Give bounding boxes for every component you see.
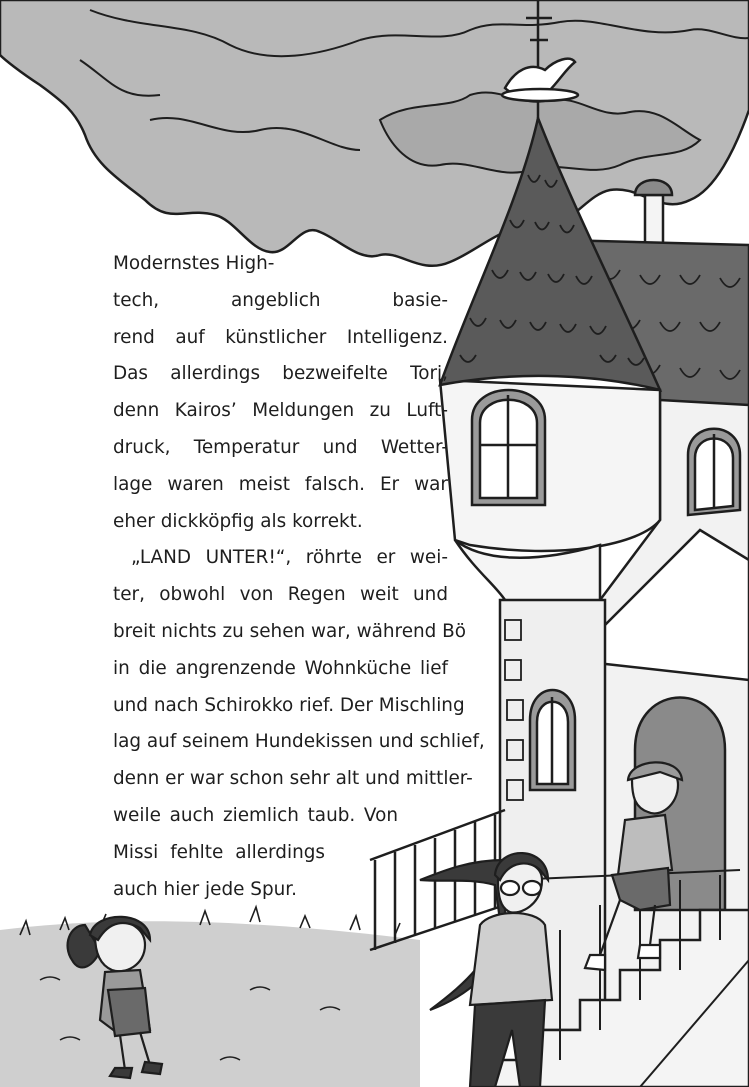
story-line: denn Kairos’ Meldungen zu Luft- — [113, 400, 448, 422]
story-line: Das allerdings bezweifelte Tori, — [113, 363, 448, 385]
grass — [0, 907, 420, 1087]
story-line: lag auf seinem Hundekissen und schlief, — [113, 731, 485, 753]
story-line: weile auch ziemlich taub. Von — [113, 804, 398, 826]
story-line: „LAND UNTER!“, röhrte er wei- — [131, 547, 448, 569]
story-line: Missi fehlte allerdings — [113, 841, 325, 863]
story-line: druck, Temperatur und Wetter- — [113, 436, 448, 458]
story-text — [113, 246, 485, 908]
story-line: denn er war schon sehr alt und mittler- — [113, 768, 473, 790]
story-line: und nach Schirokko rief. Der Mischling — [113, 694, 465, 716]
storm-cloud — [0, 0, 749, 266]
story-line: rend auf künstlicher Intelligenz. — [113, 326, 448, 348]
story-line: breit nichts zu sehen war, während Bö — [113, 620, 467, 642]
story-line: ter, obwohl von Regen weit und — [113, 584, 448, 606]
story-line: Modernstes High- — [113, 253, 275, 274]
story-line: in die angrenzende Wohnküche lief — [113, 657, 448, 679]
story-line: tech, angeblich basie- — [113, 289, 448, 311]
story-line: auch hier jede Spur. — [113, 878, 298, 900]
story-line: lage waren meist falsch. Er war — [113, 473, 448, 495]
story-line: eher dickköpfig als korrekt. — [113, 510, 363, 532]
